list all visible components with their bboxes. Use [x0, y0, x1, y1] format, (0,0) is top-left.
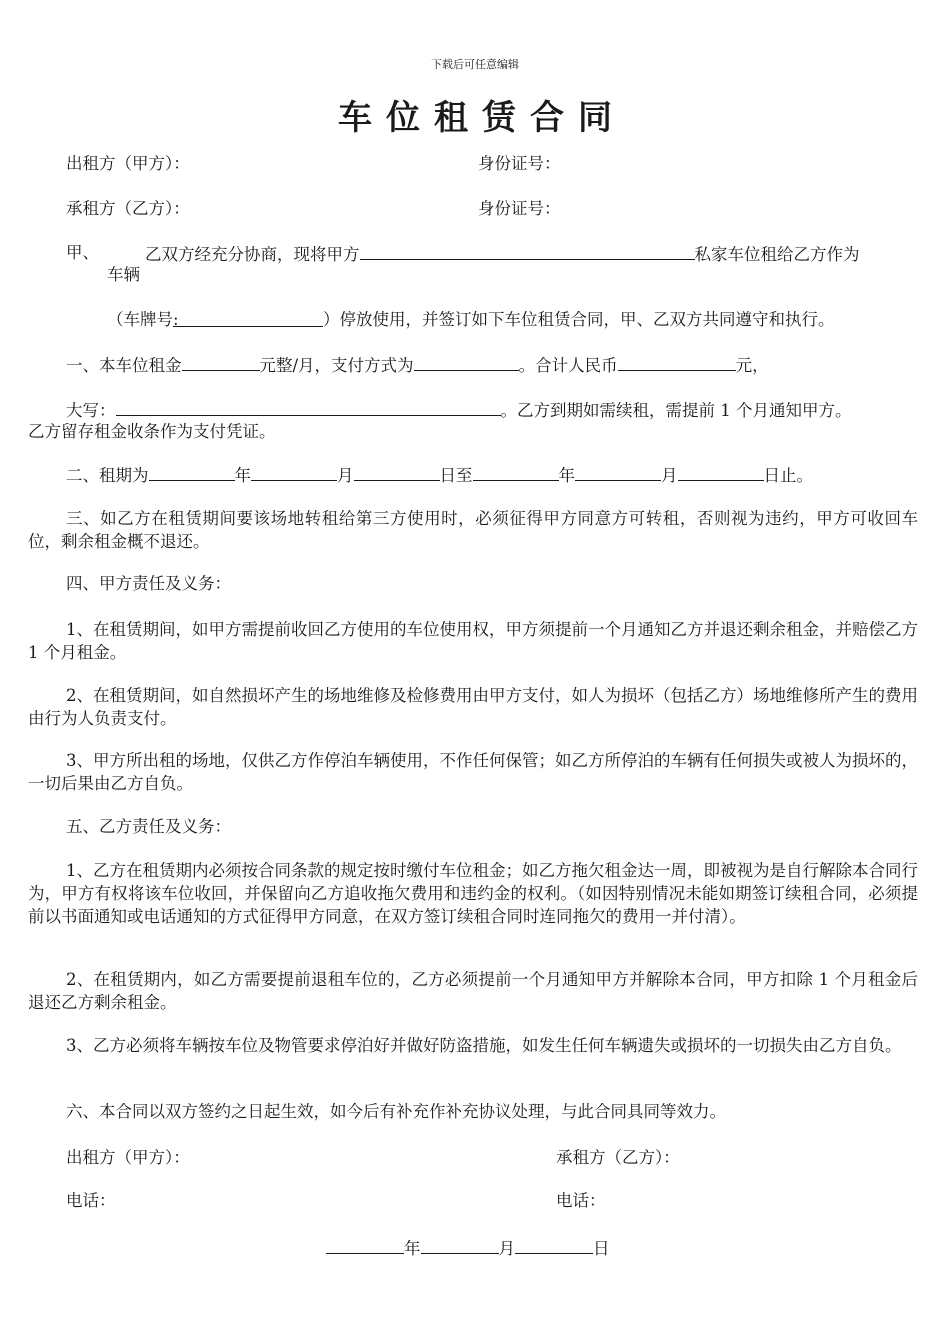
total-amount-blank [618, 353, 736, 371]
phone-right-label: 电话： [556, 1191, 606, 1210]
date-day-blank [515, 1236, 593, 1254]
date-year-blank [326, 1236, 404, 1254]
sign-lessor-label: 出租方（甲方）： [66, 1148, 190, 1167]
date-month-blank [421, 1236, 499, 1254]
sign-lessee-label: 承租方（乙方）： [556, 1148, 680, 1167]
clause2-year-1: 年 [234, 466, 251, 485]
lessee-label: 承租方（乙方）： [66, 199, 190, 218]
intro-party-a: 甲、 [66, 243, 99, 262]
clause2-end: 日止。 [763, 466, 813, 485]
header-note: 下载后可任意编辑 [431, 58, 519, 71]
plate-number-blank [173, 309, 323, 327]
clause2-month-2: 月 [661, 466, 678, 485]
date-day: 日 [593, 1239, 610, 1258]
clause5-item-1: 1、乙方在租赁期内必须按合同条款的规定按时缴付车位租金；如乙方拖欠租金达一周，即被视为是自行解除本合同行为，甲方有权将该车位收回，并保留向乙方追收拖欠费用和违约金的权利。（如因特别情况未能如期签订续租合同，必须提前以书面通知或电话通知的方式征得甲方同意，在双方签订续租合同时连同拖欠的费用一并付清）。 [28, 861, 918, 926]
clause4-item-1: 1、在租赁期间，如甲方需提前收回乙方使用的车位使用权，甲方须提前一个月通知乙方并退还剩余租金，并赔偿乙方 1 个月租金。 [28, 620, 918, 662]
lessor-id-label: 身份证号： [478, 154, 561, 173]
phone-left-label: 电话： [66, 1191, 116, 1210]
clause4-item-3: 3、甲方所出租的场地，仅供乙方作停泊车辆使用，不作任何保管；如乙方所停泊的车辆有任何损失或被人为损坏的，一切后果由乙方自负。 [28, 751, 918, 793]
clause1-renewal: 。乙方到期如需续租，需提前 1 个月通知甲方。 [500, 401, 852, 420]
clause1-yuan: 元， [735, 356, 769, 375]
document-title: 车位租赁合同 [338, 98, 626, 138]
start-day-blank [354, 463, 440, 481]
intro-text: 乙双方经充分协商，现将甲方 [145, 245, 360, 264]
clause1-line2 [66, 398, 852, 422]
clause5-title: 五、乙方责任及义务： [66, 817, 231, 836]
plate-suffix: ）停放使用，并签订如下车位租赁合同，甲、乙双方共同遵守和执行。 [323, 310, 835, 329]
start-year-blank [149, 463, 235, 481]
rent-amount-blank [182, 353, 260, 371]
clause2-day-to: 日至 [439, 466, 473, 485]
intro-vehicle: 车辆 [107, 265, 140, 284]
plate-prefix: （车牌号 [107, 310, 173, 329]
clause1-line1 [66, 353, 769, 377]
intro-text-2: 私家车位租给乙方作为 [694, 245, 860, 264]
clause2-label: 二、租期为 [66, 466, 149, 485]
start-month-blank [251, 463, 337, 481]
lessor-label: 出租方（甲方）： [66, 154, 190, 173]
capital-amount-blank [116, 398, 501, 416]
intro-line [145, 242, 860, 266]
clause2-year-2: 年 [558, 466, 575, 485]
clause2-month-1: 月 [337, 466, 354, 485]
clause5-item-2: 2、在租赁期内，如乙方需要提前退租车位的，乙方必须提前一个月通知甲方并解除本合同，甲方扣除 1 个月租金后退还乙方剩余租金。 [28, 970, 918, 1012]
clause6: 六、本合同以双方签约之日起生效，如今后有补充作补充协议处理，与此合同具同等效力。 [66, 1102, 726, 1121]
clause4-item-2: 2、在租赁期间，如自然损坏产生的场地维修及检修费用由甲方支付，如人为损坏（包括乙方）场地维修所产生的费用由行为人负责支付。 [28, 686, 918, 728]
clause1-capital-label: 大写： [66, 401, 116, 420]
clause3: 三、如乙方在租赁期间要该场地转租给第三方使用时，必须征得甲方同意方可转租，否则视为违约，甲方可收回车位，剩余租金概不退还。 [28, 509, 918, 551]
date-month: 月 [498, 1239, 515, 1258]
date-year: 年 [404, 1239, 421, 1258]
clause4-title: 四、甲方责任及义务： [66, 574, 231, 593]
date-line [326, 1236, 610, 1260]
plate-colon: : [173, 310, 179, 329]
lessee-id-label: 身份证号： [478, 199, 561, 218]
end-month-blank [575, 463, 661, 481]
plate-line [107, 309, 835, 331]
payment-method-blank [414, 353, 519, 371]
end-day-blank [678, 463, 764, 481]
clause1-line3: 乙方留存租金收条作为支付凭证。 [28, 422, 276, 441]
clause1-payment-label: 元整/月，支付方式为 [259, 356, 414, 375]
clause1-total-label: 。合计人民币 [518, 356, 618, 375]
clause1-rent-label: 一、本车位租金 [66, 356, 182, 375]
clause5-item-3: 3、乙方必须将车辆按车位及物管要求停泊好并做好防盗措施，如发生任何车辆遗失或损坏的一切损失由乙方自负。 [66, 1036, 902, 1055]
end-year-blank [473, 463, 559, 481]
clause2-line [66, 463, 813, 487]
parking-location-blank [360, 242, 695, 260]
